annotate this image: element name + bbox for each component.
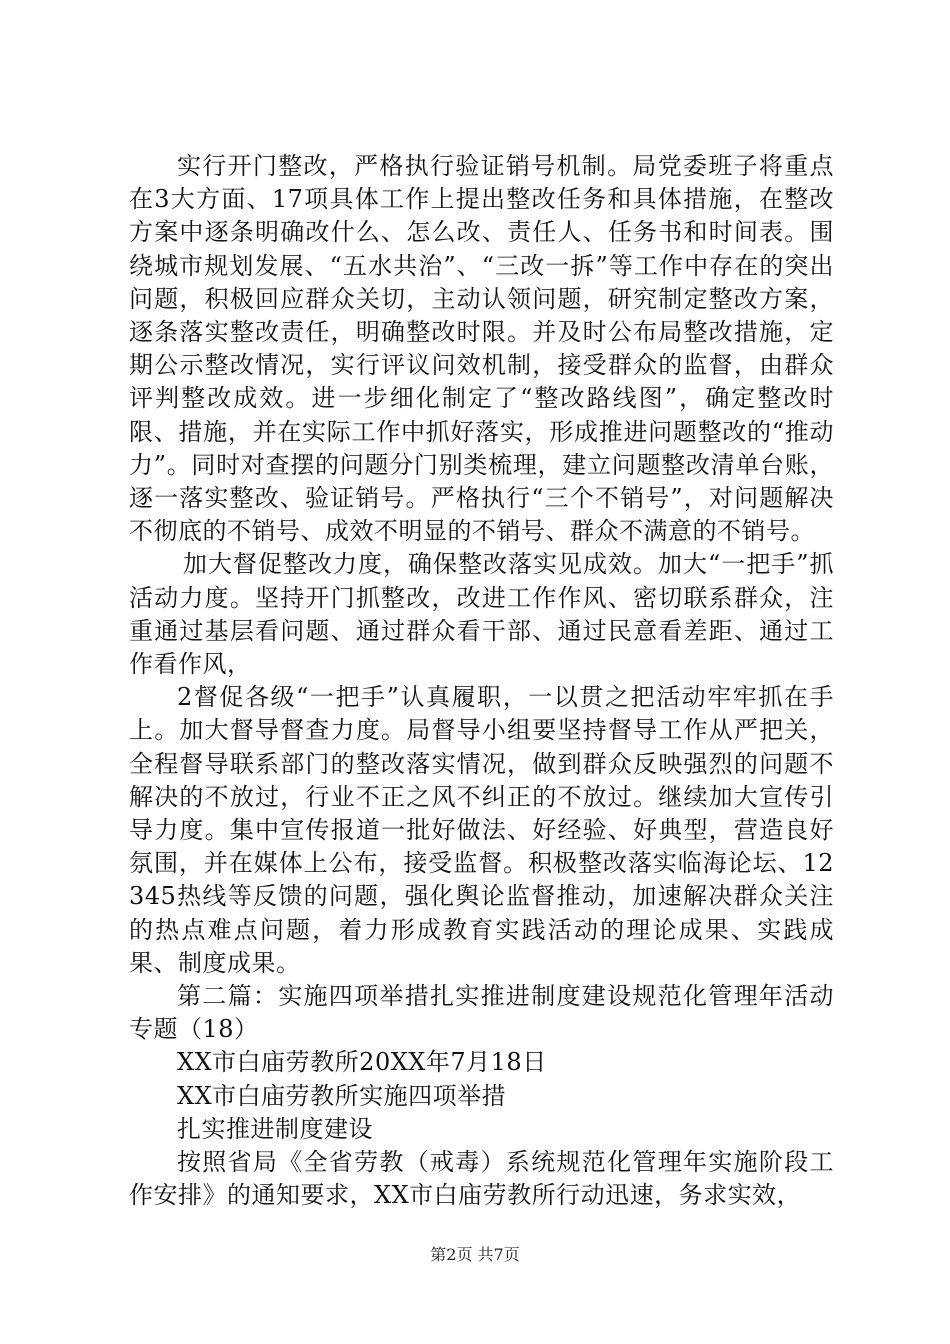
paragraph-rectification-mechanism: 实行开门整改，严格执行验证销号机制。局党委班子将重点在3大方面、17项具体工作上提出整改任务和具体措施，在整改方案中逐条明确改什么、怎么改、责任人、任务书和时间表。围绕城市规划发展、“五水共治”、“三改一拆”等工作中存在的突出问题，积极回应群众关切，主动认领问题，研究制定整改方案，逐条落实整改责任，明确整改时限。并及时公布局整改措施，定期公示整改情况，实行评议问效机制，接受群众的监督，由群众评判整改成效。进一步细化制定了“整改路线图”，确定整改时限、措施，并在实际工作中抓好落实，形成推进问题整改的“推动力”。同时对查摆的问题分门别类梳理，建立问题整改清单台账，逐一落实整改、验证销号。严格执行“三个不销号”，对问题解决不彻底的不销号、成效不明显的不销号、群众不满意的不销号。 bbox=[129, 152, 834, 546]
paragraph-date-line: XX市白庙劳教所20XX年7月18日 bbox=[177, 1048, 547, 1077]
paragraph-supervision-effort: 加大督促整改力度，确保整改落实见成效。加大“一把手”抓活动力度。坚持开门抓整改，改进工作作风、密切联系群众，注重通过基层看问题、通过群众看干部、通过民意看差距、通过工作看作风， bbox=[129, 550, 834, 679]
paragraph-subtitle-system: 扎实推进制度建设 bbox=[177, 1114, 373, 1143]
section-heading-part-two: 第二篇：实施四项举措扎实推进制度建设规范化管理年活动专题（18） bbox=[129, 982, 834, 1044]
paragraph-provincial-notice: 按照省局《全省劳教（戒毒）系统规范化管理年实施阶段工作安排》的通知要求，XX市白庙劳教所行动迅速，务求实效， bbox=[129, 1148, 834, 1210]
document-body bbox=[129, 150, 834, 1213]
paragraph-leader-duty: 2督促各级“一把手”认真履职，一以贯之把活动牢牢抓在手上。加大督导督查力度。局督导小组要坚持督导工作从严把关，全程督导联系部门的整改落实情况，做到群众反映强烈的问题不解决的不放过，行业不正之风不纠正的不放过。继续加大宣传引导力度。集中宣传报道一批好做法、好经验、好典型，营造良好氛围，并在媒体上公布，接受监督。积极整改落实临海论坛、12345热线等反馈的问题，强化舆论监督推动，加速解决群众关注的热点难点问题，着力形成教育实践活动的理论成果、实践成果、制度成果。 bbox=[129, 683, 834, 977]
paragraph-subtitle-measures: XX市白庙劳教所实施四项举措 bbox=[177, 1081, 507, 1110]
page-number-footer: 第2页 共7页 bbox=[430, 1245, 520, 1264]
